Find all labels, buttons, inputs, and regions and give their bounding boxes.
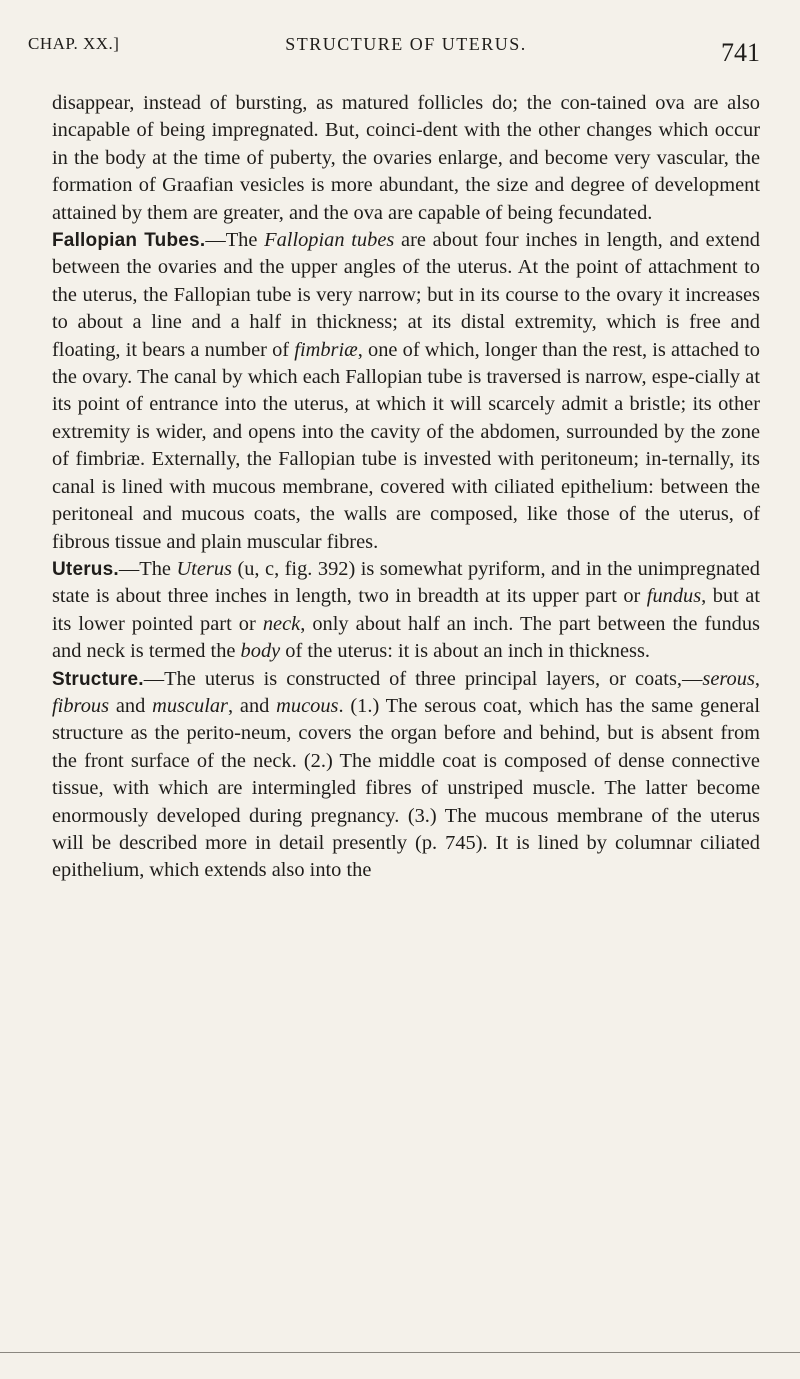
body-text [52,90,760,885]
term-serous: serous [702,667,755,690]
running-title: STRUCTURE OF UTERUS. [285,34,527,54]
section-uterus [52,556,760,666]
structure-text-2: . (1.) The serous coat, which has the same general structure as the perito-neum, covers the organ before and behind, but is absent from the front surface of the neck. (2.) The middle coat is composed of dense connective tissue, with which are intermingled fibres of unstriped muscle. The latter become enormously developed during pregnancy. (3.) The mucous membrane of the uterus will be described more in detail presently (p. 745). It is lined by columnar ciliated epithelium, which extends also into the [52,694,760,882]
uterus-text-2: , but at its lower pointed part or [52,585,760,635]
fallopian-text-1: are about four inches in length, and extend between the ovaries and the upper angles of the uterus. At the point of attachment to the uterus, the Fallopian tube is very narrow; but in its course to the ovary it increases to about a line and a half in thickness; at its distal extremity, which is free and floating, it bears a number of [52,229,760,361]
page-edge-line [0,1352,800,1353]
heading-structure: Structure. [52,668,144,690]
term-fundus: fundus [646,585,702,608]
term-neck: neck [262,612,301,635]
structure-text-1: —The uterus is constructed of three principal layers, or coats,— [143,667,703,690]
uterus-text-1: (u, c, fig. 392) is somewhat pyriform, and in the unimpregnated state is about three inches in length, two in breadth at its upper part or [52,557,760,608]
structure-sep-1: , [754,667,760,690]
page-number: 741 [721,38,760,67]
paragraph-ovaries [52,90,760,227]
section-structure [52,666,760,885]
term-fimbriae: fimbriæ [294,338,358,361]
fallopian-text-2: , one of which, longer than the rest, is attached to the ovary. The canal by which each Fallopian tube is traversed is narrow, espe-cially at its point of entrance into the uterus, at which it will scarcely admit a bristle; its other extremity is wider, and opens into the cavity of the abdomen, surrounded by the zone of fimbriæ. Externally, the Fallopian tube is invested with peritoneum; in-ternally, its canal is lined with mucous membrane, covered with ciliated epithelium: between the peritoneal and mucous coats, the walls are composed, like those of the uterus, of fibrous tissue and plain muscular fibres. [52,338,761,553]
heading-fallopian-tubes: Fallopian Tubes. [52,230,206,252]
structure-sep-2: and [109,694,153,717]
running-head [28,34,760,90]
section-fallopian-tubes [52,227,760,556]
term-fallopian-tubes: Fallopian tubes [264,229,395,252]
uterus-text-3: , only about half an inch. The part between the fundus and neck is termed the [52,612,760,663]
chapter-label: CHAP. XX.] [28,34,120,53]
term-body: body [240,640,281,663]
structure-sep-3: , and [228,694,277,717]
uterus-dash: —The [118,557,177,580]
term-fibrous: fibrous [52,694,110,717]
paragraph-ovaries-text: disappear, instead of bursting, as matured follicles do; the con-tained ova are also incapable of being impregnated. But, coinci-dent with the other changes which occur in the body at the time of puberty, the ovaries enlarge, and become very vascular, the formation of Graafian vesicles is more abundant, the size and degree of development attained by them are greater, and the ova are capable of being fecundated. [52,92,760,224]
term-uterus: Uterus [176,557,232,580]
term-muscular: muscular [152,694,228,717]
heading-uterus: Uterus. [52,558,119,580]
fallopian-dash: —The [205,229,265,252]
term-mucous: mucous [276,694,339,717]
uterus-text-4: of the uterus: it is about an inch in thickness. [280,640,650,663]
